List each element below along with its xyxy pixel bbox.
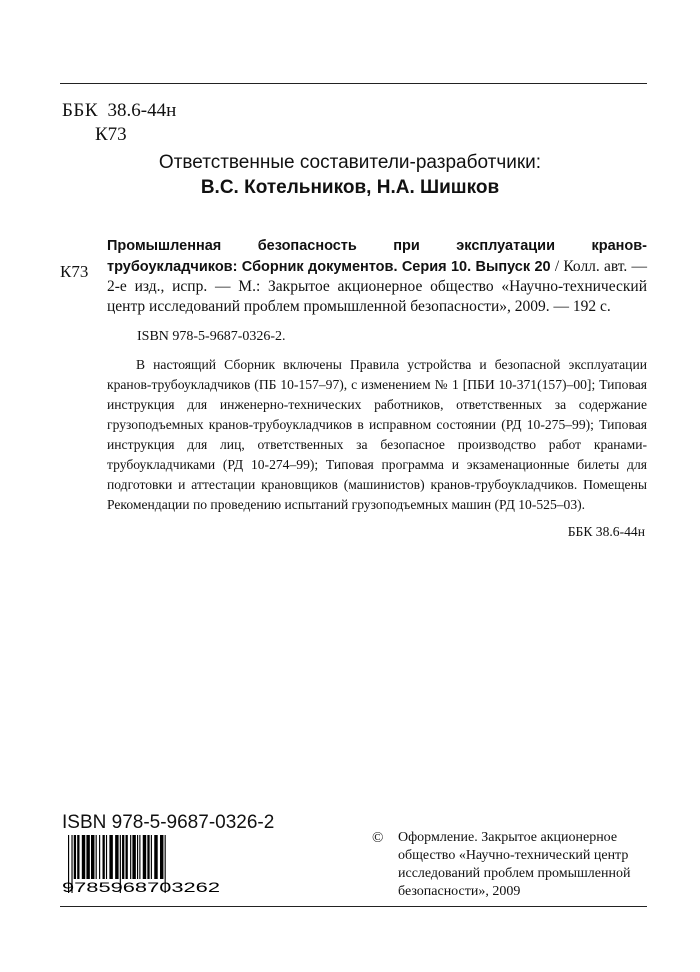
barcode-bar [122, 835, 124, 879]
barcode-bar [151, 835, 152, 879]
annotation: В настоящий Сборник включены Правила устройства и безопасной эксплуатации кранов-трубоукладчиков (ПБ 10-157–97), с изменением № 1 [ПБИ 10-371(157)–00]; Типовая инструкция для инженерно-технических работников, ответственных за содержание грузоподъемных кранов-трубоукладчиков в исправном состоянии (РД 10-275–99); Типовая инструкция для лиц, ответственных за безопасное производство работ кранами-трубоукладчиками (РД 10-274–99); Типовая программа и экзаменационные билеты для подготовки и аттестации крановщиков (машинистов) кранов-трубоукладчиков. Помещены Рекомендации по проведению испытаний грузоподъемных машин (РД 10-525–03). [107, 357, 647, 512]
barcode-bar [143, 835, 146, 879]
barcode-bar [115, 835, 118, 879]
barcode-bar [99, 835, 100, 879]
isbn-line: ISBN 978-5-9687-0326-2. [137, 329, 286, 344]
barcode-bar [77, 835, 79, 879]
barcode-bar [86, 835, 89, 879]
barcode-bar [96, 835, 97, 879]
barcode-bar [74, 835, 76, 879]
barcode-isbn: ISBN 978-5-9687-0326-2 [62, 812, 275, 833]
barcode-bar [154, 835, 157, 879]
bottom-rule [60, 906, 647, 907]
bibliographic-description [107, 236, 647, 316]
copyright-notice [372, 829, 656, 901]
barcode-bar [132, 835, 135, 879]
barcode-bar [137, 835, 138, 879]
author-sign: К73 [95, 124, 127, 145]
barcode-bar [82, 835, 85, 879]
bbk-index: 38.6-44н [107, 100, 177, 121]
barcode-bar [103, 835, 105, 879]
copyright-icon: © [372, 830, 384, 846]
barcode-bar [147, 835, 149, 879]
publication-details: / Колл. авт. — 2-е изд., испр. — М.: Закрытое акционерное общество «Научно-технический центр исследований проблем промышленной безопасности», 2009. — 192 с. [107, 257, 647, 315]
barcode-bar [126, 835, 128, 879]
compilers-names: В.С. Котельников, Н.А. Шишков [200, 177, 500, 198]
barcode-bar [160, 835, 163, 879]
barcode-bar [91, 835, 94, 879]
bbk-label: ББК [62, 100, 98, 121]
author-sign-margin: К73 [60, 262, 89, 281]
compilers-label: Ответственные составители-разработчики: [158, 152, 542, 173]
bbk-code [62, 100, 176, 122]
copyright-text: Оформление. Закрытое акционерное общество «Научно-технический центр исследований проблем промышленной безопасности», 2009 [398, 830, 631, 899]
bbk-short: ББК 38.6-44н [567, 524, 645, 539]
barcode-bar [130, 835, 131, 879]
barcode-bar [139, 835, 140, 879]
top-rule [60, 83, 647, 84]
barcode-bar [106, 835, 107, 879]
book-title: Промышленная безопасность при эксплуатации кранов-трубоукладчиков: Сборник документов. Серия 10. Выпуск 20 [107, 238, 647, 275]
barcode [62, 835, 222, 893]
barcode-digits: 9785968703262 [62, 879, 221, 893]
barcode-bar [109, 835, 112, 879]
